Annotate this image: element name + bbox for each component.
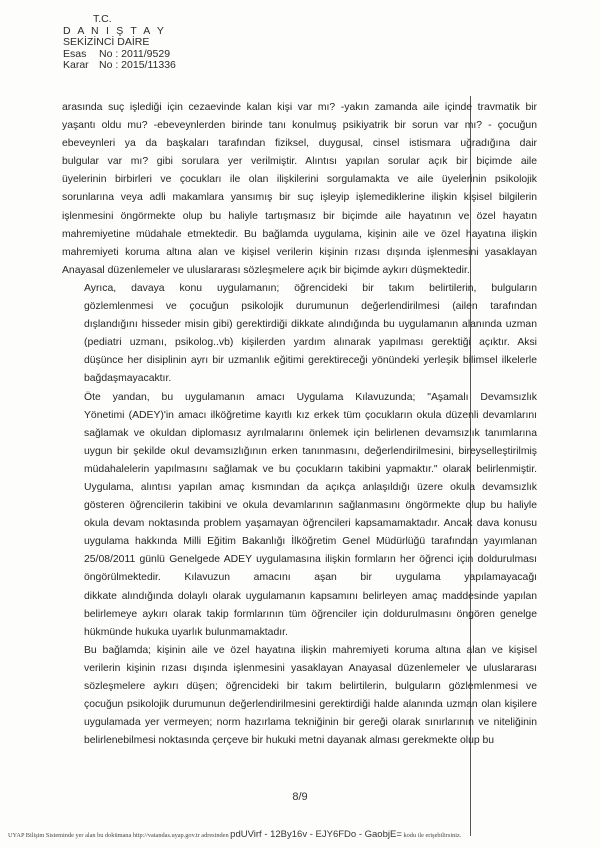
text-line: okula devam noktasında problem yaşamayan öğrencileri kapsamamaktadır. Ancak dava konusu bbox=[84, 518, 537, 530]
text-line: müdahalelerin yapılmasını sağlamak ve bu çocukların takibini yapmaktır." olarak belirlenmiştir. bbox=[84, 463, 537, 475]
text-line: arasında suç işlediği için cezaevinde kalan kişi var mı? -yakın zamanda aile içinde travmatik bir bbox=[62, 102, 537, 113]
text-line: dışlandığını hisseder misin gibi) gerektirdiği dikkate alındığında bu uygulamanın alanında uzman bbox=[84, 319, 537, 331]
text-line: öngörülmektedir. Kılavuzun amacını aşan bir uygulama yapılamayacağı bbox=[84, 572, 537, 584]
text-line: sağlamak ve okuldan diplomasız ayrılmalarını önlemek için belirlenen devamsızlık tanımlarına bbox=[84, 427, 537, 439]
document-header bbox=[63, 14, 176, 72]
text-line: belirlenebilmesi noktasında çerçeve bir hukuki metni dayanak alması gerekmekte olup bu bbox=[84, 735, 495, 747]
text-line: sorunlarına veya adli makamlara yansımış bir suç işleyip işlemediklerine ilişkin kişisel bilgilerin bbox=[62, 192, 537, 204]
text-line: sözleşmelere aykırı düşen; öğrencideki bir takım belirtilerin, bulguların gözlemlenmesi ve bbox=[84, 681, 537, 692]
body-paragraph bbox=[62, 280, 537, 389]
chamber-heading: SEKİZİNCİ DAİRE bbox=[63, 36, 150, 48]
text-line: işlenmesini öngörmekte olup bu haliyle tartışmasız bir biçimde aile hayatının ve özel hayatın bbox=[62, 210, 537, 222]
country-heading: T.C. bbox=[93, 13, 112, 25]
text-line: Ayrıca, davaya konu uygulamanın; öğrencideki bir takım belirtilerin, bulguların bbox=[84, 282, 537, 294]
karar-value: No : 2015/11336 bbox=[99, 59, 176, 71]
text-line: bulgular var mı? gibi sorulara yer verilmiştir. Alıntısı yapılan sorular açık bir biçimde aile bbox=[62, 156, 537, 168]
text-line: düşünce her disiplinin ayrı bir uzmanlık eğitimi gerektireceği yönündeki yerleşik bilimsel ilkelerle bbox=[84, 355, 537, 367]
karar-row bbox=[63, 60, 176, 72]
text-line: ebeveynleri ya da başkaları tarafından fiziksel, duygusal, cinsel istismara uğradığına dair bbox=[62, 138, 537, 150]
text-line: Yönetimi (ADEY)'in amacı ilköğretime kayıtlı kız erkek tüm çocukların okula düzenli devamlarını bbox=[84, 409, 537, 421]
text-line: gözlemlenmesi ve çocuğun psikolojik durumunun değerlendirilmesi (ailen tarafından bbox=[84, 301, 537, 313]
text-line: yaşantı oldu mu? -ebeveynlerden birinde tanı konulmuş psikiyatrik bir sorun var mı? - çocuğun bbox=[62, 120, 537, 132]
esas-label: Esas bbox=[63, 47, 87, 60]
esas-value: No : 2011/9529 bbox=[99, 47, 171, 60]
footer-text: UYAP Bilişim Sisteminde yer alan bu dokümana http://vatandas.uyap.gov.tr adresinden bbox=[8, 832, 229, 839]
text-line: Öte yandan, bu uygulamanın amacı Uygulama Kılavuzunda; "Aşamalı Devamsızlık bbox=[84, 391, 537, 403]
text-line: Uygulama, alıntısı yapılan amaç kısmından da açıkça anlaşıldığı üzere okula devamsızlık bbox=[84, 481, 537, 493]
text-line: verilerin kişinin rızası dışında işlenmesini yasaklayan Anayasal düzenlemeler ve uluslararası bbox=[84, 662, 537, 674]
body-paragraph bbox=[62, 99, 537, 280]
document-body bbox=[62, 99, 537, 750]
page-number: 8/9 bbox=[292, 791, 308, 803]
text-line: mahremiyetine müdahale etmektedir. Bu bağlamda uygulama, kişinin aile ve özel hayatına ilişkin bbox=[62, 228, 537, 240]
text-line: hükmünde hukuka uyarlık bulunmamaktadır. bbox=[84, 626, 288, 638]
text-line: bağdaşmayacaktır. bbox=[84, 373, 172, 385]
text-line: uygulamada yer vermeyen; norm hazırlama tekniğinin bir gereği olarak sınırlarının ve niteliğinin bbox=[84, 717, 537, 729]
text-line: Anayasal düzenlemeler ve uluslararası sözleşmelere açık bir biçimde aykırı düşmektedir. bbox=[62, 264, 470, 276]
footer-access-code: pdUVirf - 12By16v - EJY6FDo - GaobjE= bbox=[230, 829, 402, 840]
text-line: Bu bağlamda; kişinin aile ve özel hayatına ilişkin mahremiyeti koruma altına alan ve kişisel bbox=[84, 644, 537, 656]
court-heading: D A N I Ş T A Y bbox=[63, 24, 167, 37]
text-line: belirlemeye aykırı olarak takip formlarının tüm öğrenciler için doldurulmasını öngören genelge bbox=[84, 608, 537, 620]
text-line: gösteren öğrencilerin takibini ve okula devamlarının sağlanmasını öngörmekte olup bu haliyle bbox=[84, 500, 537, 512]
body-paragraph bbox=[62, 642, 537, 751]
text-line: çocuğun psikolojik durumunun değerlendirilmesini gerektirdiği halde alanında uzman olan kişilere bbox=[84, 699, 537, 711]
text-line: uygulama hakkında Milli Eğitim Bakanlığı İlköğretim Genel Müdürlüğü tarafından yayımlanan bbox=[84, 536, 537, 548]
footer-suffix: kodu ile erişebilirsiniz. bbox=[403, 832, 462, 839]
text-line: (pediatri uzmanı, psikolog..vb) kişilerden yardım alınarak yapılması gerektiği açıktır. Aksi bbox=[84, 337, 537, 349]
text-line: mahremiyeti koruma altına alan ve kişisel verilerin kişinin rızası dışında işlenmesini yasaklayan bbox=[62, 246, 537, 258]
text-line: 25/08/2011 günlü Genelgede ADEY uygulamasına ilişkin formların her öğrenci için doldurulması bbox=[84, 554, 537, 566]
text-line: dikkate alındığında dolaylı olarak uygulamanın kapsamını belirleyen amaç maddesinde yapılan bbox=[84, 590, 537, 602]
text-line: üyelerinin birbirleri ve çocukları ile olan ilişkilerini sorgulamakta ve aile üyelerinin psikolojik bbox=[62, 174, 537, 186]
body-paragraph bbox=[62, 389, 537, 642]
karar-label: Karar bbox=[63, 59, 89, 71]
document-footer bbox=[8, 829, 592, 840]
text-line: uygun bir şekilde okul devamsızlığının erken tanınmasını, değerlendirilmesini, bireyselleştirilmiş bbox=[84, 445, 537, 457]
